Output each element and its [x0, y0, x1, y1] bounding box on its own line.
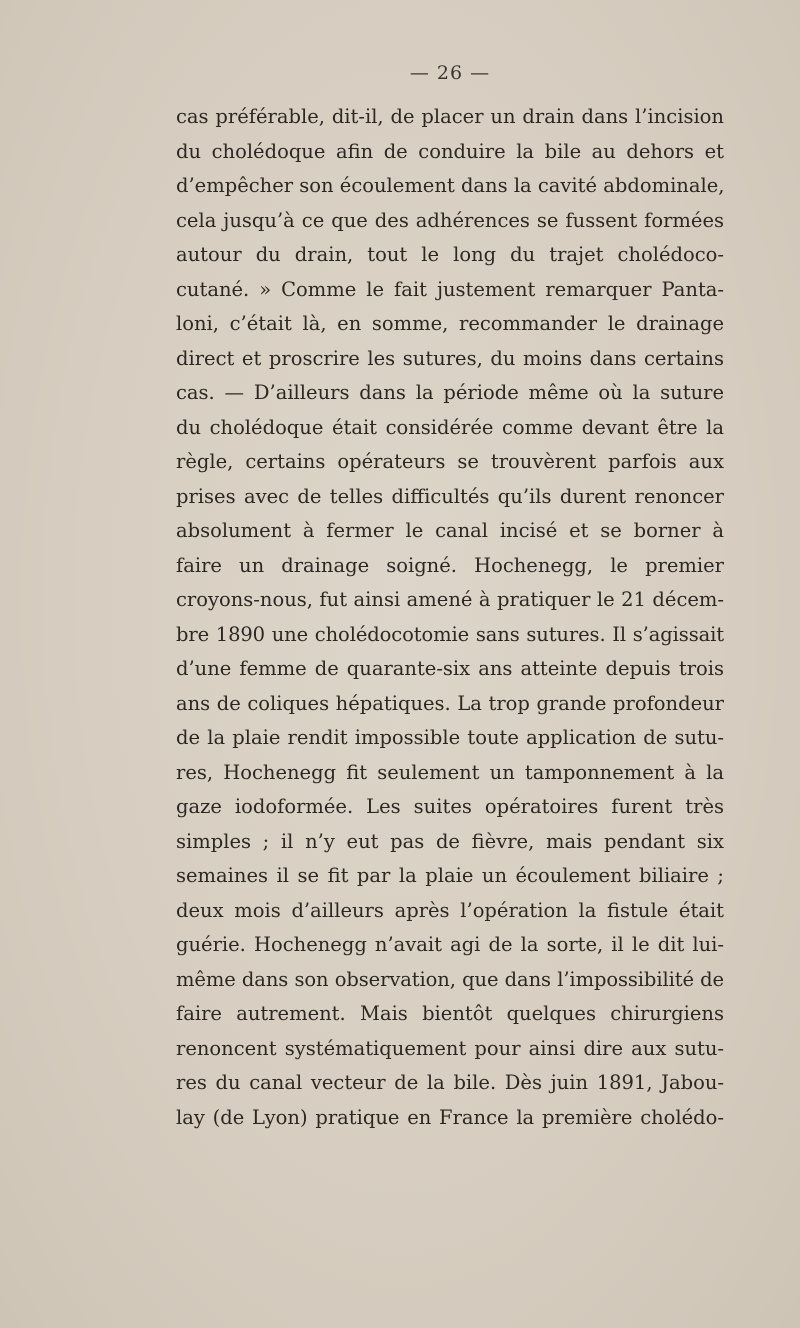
- text-line: bre 1890 une cholédocotomie sans sutures. Il s’agissait: [176, 622, 724, 646]
- text-line: loni, c’était là, en somme, recommander le drainage: [176, 312, 724, 335]
- text-line: du cholédoque était considérée comme devant être la: [176, 415, 724, 439]
- text-line: d’empêcher son écoulement dans la cavité abdominale,: [176, 174, 725, 197]
- text-line: res du canal vecteur de la bile. Dès juin 1891, Jabou-: [176, 1071, 724, 1094]
- text-line: cas préférable, dit-il, de placer un drain dans l’incision: [176, 105, 724, 128]
- body-text: [176, 100, 724, 1135]
- text-line: croyons-nous, fut ainsi amené à pratiquer le 21 décem-: [176, 588, 724, 611]
- text-line: gaze iodoformée. Les suites opératoires furent très: [176, 795, 724, 818]
- text-line: renoncent systématiquement pour ainsi dire aux sutu-: [176, 1036, 724, 1060]
- text-line: direct et proscrire les sutures, du moins dans certains: [176, 346, 724, 370]
- text-line: d’une femme de quarante-six ans atteinte depuis trois: [176, 657, 724, 680]
- text-line: autour du drain, tout le long du trajet cholédoco-: [176, 243, 724, 266]
- text-line: même dans son observation, que dans l’impossibilité de: [176, 967, 724, 991]
- text-line: absolument à fermer le canal incisé et se borner à: [176, 519, 724, 542]
- text-line: lay (de Lyon) pratique en France la première cholédo-: [176, 1105, 724, 1129]
- text-line: du cholédoque afin de conduire la bile au dehors et: [176, 139, 724, 163]
- text-line: deux mois d’ailleurs après l’opération la fistule était: [176, 898, 724, 922]
- text-line: ans de coliques hépatiques. La trop grande profondeur: [176, 691, 724, 715]
- text-line: faire un drainage soigné. Hochenegg, le premier: [176, 553, 724, 577]
- page-number: — 26 —: [409, 62, 491, 84]
- text-line: guérie. Hochenegg n’avait agi de la sorte, il le dit lui-: [176, 933, 724, 956]
- text-line: res, Hochenegg fit seulement un tamponnement à la: [176, 760, 724, 784]
- text-line: prises avec de telles difficultés qu’ils durent renoncer: [176, 484, 724, 508]
- text-line: simples ; il n’y eut pas de fièvre, mais pendant six: [176, 829, 724, 853]
- text-line: semaines il se fit par la plaie un écoulement biliaire ;: [176, 864, 724, 887]
- text-line: cutané. » Comme le fait justement remarquer Panta-: [176, 277, 724, 301]
- text-line: de la plaie rendit impossible toute application de sutu-: [176, 726, 724, 749]
- text-line: règle, certains opérateurs se trouvèrent parfois aux: [176, 450, 724, 473]
- text-line: faire autrement. Mais bientôt quelques chirurgiens: [176, 1002, 724, 1025]
- text-line: cela jusqu’à ce que des adhérences se fussent formées: [176, 208, 724, 232]
- text-line: cas. — D’ailleurs dans la période même où la suture: [176, 381, 724, 404]
